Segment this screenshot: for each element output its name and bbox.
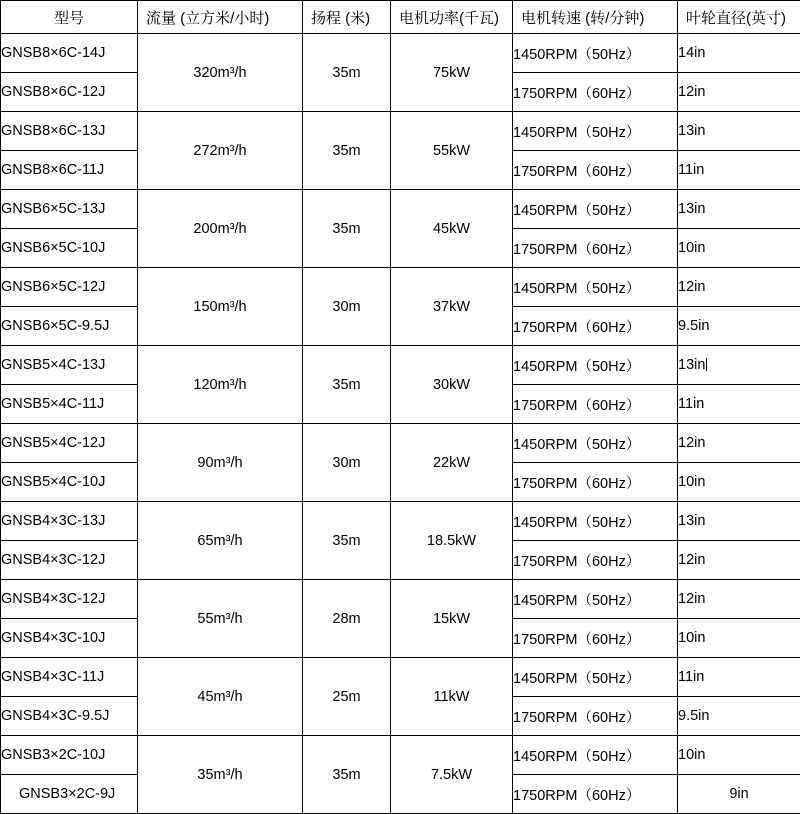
cell-model: GNSB8×6C-14J — [1, 34, 138, 73]
cell-impeller: 14in — [678, 34, 800, 73]
table-row — [1, 268, 800, 307]
cell-impeller: 9.5in — [678, 307, 800, 346]
cell-model: GNSB4×3C-12J — [1, 580, 138, 619]
table-row — [1, 736, 800, 775]
cell-impeller: 10in — [678, 619, 800, 658]
text-cursor — [706, 358, 707, 371]
cell-speed: 1450RPM（50Hz） — [513, 346, 678, 385]
cell-impeller: 10in — [678, 736, 800, 775]
cell-speed: 1750RPM（60Hz） — [513, 463, 678, 502]
cell-speed: 1750RPM（60Hz） — [513, 541, 678, 580]
cell-speed: 1750RPM（60Hz） — [513, 697, 678, 736]
cell-impeller: 13in — [678, 190, 800, 229]
cell-head: 35m — [303, 34, 391, 112]
cell-model: GNSB3×2C-10J — [1, 736, 138, 775]
cell-head: 35m — [303, 736, 391, 814]
cell-speed: 1450RPM（50Hz） — [513, 580, 678, 619]
cell-impeller: 12in — [678, 424, 800, 463]
cell-flow: 55m³/h — [138, 580, 303, 658]
cell-flow: 200m³/h — [138, 190, 303, 268]
cell-impeller: 9.5in — [678, 697, 800, 736]
cell-flow: 35m³/h — [138, 736, 303, 814]
cell-impeller: 13in — [678, 502, 800, 541]
cell-impeller: 11in — [678, 151, 800, 190]
cell-speed: 1450RPM（50Hz） — [513, 34, 678, 73]
cell-speed: 1450RPM（50Hz） — [513, 736, 678, 775]
table-row — [1, 424, 800, 463]
cell-model: GNSB5×4C-10J — [1, 463, 138, 502]
cell-power: 55kW — [391, 112, 513, 190]
cell-model: GNSB6×5C-12J — [1, 268, 138, 307]
cell-speed: 1450RPM（50Hz） — [513, 190, 678, 229]
cell-impeller: 12in — [678, 541, 800, 580]
cell-speed: 1750RPM（60Hz） — [513, 619, 678, 658]
cell-model: GNSB4×3C-11J — [1, 658, 138, 697]
cell-impeller: 13in — [678, 112, 800, 151]
cell-power: 37kW — [391, 268, 513, 346]
cell-head: 35m — [303, 190, 391, 268]
cell-flow: 150m³/h — [138, 268, 303, 346]
cell-power: 30kW — [391, 346, 513, 424]
cell-model: GNSB6×5C-13J — [1, 190, 138, 229]
cell-model: GNSB5×4C-11J — [1, 385, 138, 424]
cell-model: GNSB8×6C-13J — [1, 112, 138, 151]
cell-model: GNSB3×2C-9J — [1, 775, 138, 814]
cell-speed: 1450RPM（50Hz） — [513, 268, 678, 307]
table-row — [1, 502, 800, 541]
cell-power: 22kW — [391, 424, 513, 502]
cell-model: GNSB4×3C-10J — [1, 619, 138, 658]
cell-speed: 1450RPM（50Hz） — [513, 658, 678, 697]
cell-impeller: 11in — [678, 385, 800, 424]
table-row — [1, 580, 800, 619]
cell-speed: 1750RPM（60Hz） — [513, 775, 678, 814]
table-row — [1, 658, 800, 697]
cell-model: GNSB8×6C-11J — [1, 151, 138, 190]
cell-impeller: 12in — [678, 268, 800, 307]
header-head: 扬程 (米) — [303, 1, 391, 34]
header-impeller: 叶轮直径(英寸) — [678, 1, 800, 34]
cell-model: GNSB4×3C-13J — [1, 502, 138, 541]
table-header — [1, 1, 800, 34]
cell-impeller: 12in — [678, 73, 800, 112]
cell-flow: 45m³/h — [138, 658, 303, 736]
cell-model: GNSB4×3C-9.5J — [1, 697, 138, 736]
table-row — [1, 190, 800, 229]
cell-speed: 1750RPM（60Hz） — [513, 73, 678, 112]
cell-speed: 1750RPM（60Hz） — [513, 229, 678, 268]
cell-impeller: 11in — [678, 658, 800, 697]
cell-head: 30m — [303, 424, 391, 502]
cell-speed: 1750RPM（60Hz） — [513, 151, 678, 190]
header-model: 型号 — [1, 1, 138, 34]
header-row — [1, 1, 800, 34]
table-row — [1, 34, 800, 73]
cell-head: 30m — [303, 268, 391, 346]
header-power: 电机功率(千瓦) — [391, 1, 513, 34]
cell-speed: 1750RPM（60Hz） — [513, 385, 678, 424]
cell-power: 45kW — [391, 190, 513, 268]
cell-head: 35m — [303, 112, 391, 190]
header-speed: 电机转速 (转/分钟) — [513, 1, 678, 34]
cell-flow: 320m³/h — [138, 34, 303, 112]
cell-model: GNSB6×5C-10J — [1, 229, 138, 268]
cell-flow: 65m³/h — [138, 502, 303, 580]
cell-flow: 120m³/h — [138, 346, 303, 424]
cell-model: GNSB6×5C-9.5J — [1, 307, 138, 346]
cell-power: 15kW — [391, 580, 513, 658]
cell-model: GNSB8×6C-12J — [1, 73, 138, 112]
cell-head: 35m — [303, 502, 391, 580]
cell-power: 75kW — [391, 34, 513, 112]
cell-model: GNSB5×4C-13J — [1, 346, 138, 385]
cell-impeller: 9in — [678, 775, 800, 814]
cell-power: 7.5kW — [391, 736, 513, 814]
cell-impeller: 13in — [678, 346, 800, 385]
cell-speed: 1450RPM（50Hz） — [513, 424, 678, 463]
cell-power: 18.5kW — [391, 502, 513, 580]
cell-head: 28m — [303, 580, 391, 658]
cell-speed: 1450RPM（50Hz） — [513, 112, 678, 151]
table-row — [1, 112, 800, 151]
cell-speed: 1750RPM（60Hz） — [513, 307, 678, 346]
cell-model: GNSB4×3C-12J — [1, 541, 138, 580]
cell-impeller: 12in — [678, 580, 800, 619]
cell-impeller: 10in — [678, 463, 800, 502]
cell-speed: 1450RPM（50Hz） — [513, 502, 678, 541]
cell-flow: 272m³/h — [138, 112, 303, 190]
cell-head: 35m — [303, 346, 391, 424]
cell-flow: 90m³/h — [138, 424, 303, 502]
cell-head: 25m — [303, 658, 391, 736]
cell-power: 11kW — [391, 658, 513, 736]
header-flow: 流量 (立方米/小时) — [138, 1, 303, 34]
table-body — [1, 34, 800, 814]
table-row — [1, 346, 800, 385]
cell-impeller: 10in — [678, 229, 800, 268]
cell-model: GNSB5×4C-12J — [1, 424, 138, 463]
